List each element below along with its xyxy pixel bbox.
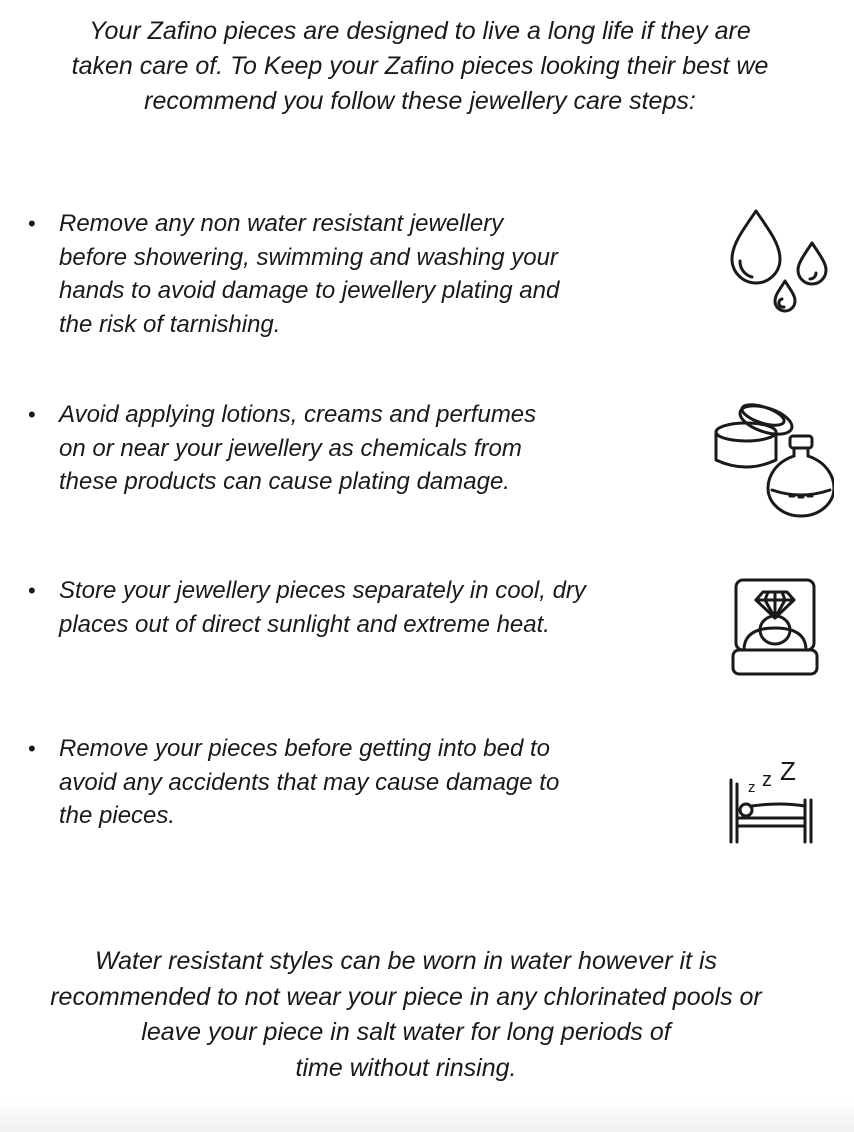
bullet-point: • xyxy=(28,578,36,603)
page-bottom-shadow xyxy=(0,1098,854,1132)
step-line: avoid any accidents that may cause damage to xyxy=(59,768,560,796)
step-line: Remove any non water resistant jewellery xyxy=(59,210,504,237)
outro-line: leave your piece in salt water for long periods of xyxy=(141,1018,671,1046)
step-line: the risk of tarnishing. xyxy=(59,310,281,338)
water-resistant-note xyxy=(0,944,812,1086)
step-line: before showering, swimming and washing your xyxy=(59,243,558,271)
step-line: hands to avoid damage to jewellery plating and xyxy=(59,277,560,304)
outro-line: time without rinsing. xyxy=(295,1053,517,1082)
step-line: these products can cause plating damage. xyxy=(59,468,510,495)
step-line: Remove your pieces before getting into bed to xyxy=(59,735,550,762)
sleep-z-small: z xyxy=(748,779,756,796)
intro-line: recommend you follow these jewellery care steps: xyxy=(144,87,696,115)
intro-line: taken care of. To Keep your Zafino pieces looking their best we xyxy=(71,52,769,80)
step-line: places out of direct sunlight and extreme heat. xyxy=(59,610,550,638)
sleeping-bed-icon xyxy=(724,754,820,846)
sleep-z-medium: z xyxy=(762,769,772,791)
bullet-point: • xyxy=(28,736,36,761)
step-line: the pieces. xyxy=(59,802,176,829)
cream-jar-perfume-icon xyxy=(710,398,834,518)
care-step-text xyxy=(59,574,586,641)
ring-box-icon xyxy=(730,576,822,678)
care-step-text xyxy=(59,732,559,833)
sleep-z-large: Z xyxy=(780,756,796,786)
bullet-point: • xyxy=(28,211,36,236)
water-drops-icon xyxy=(728,207,832,319)
intro-line: Your Zafino pieces are designed to live a long life if they are xyxy=(89,17,751,45)
bullet-point: • xyxy=(28,402,36,427)
outro-line: recommended to not wear your piece in any chlorinated pools or xyxy=(50,982,762,1011)
outro-line: Water resistant styles can be worn in water however it is xyxy=(94,947,717,975)
intro-paragraph xyxy=(20,14,820,119)
step-line: Avoid applying lotions, creams and perfumes xyxy=(59,401,537,428)
step-line: on or near your jewellery as chemicals from xyxy=(59,434,522,462)
care-step-text xyxy=(59,207,559,341)
step-line: Store your jewellery pieces separately in cool, dry xyxy=(59,577,586,604)
care-step-text xyxy=(59,398,536,499)
